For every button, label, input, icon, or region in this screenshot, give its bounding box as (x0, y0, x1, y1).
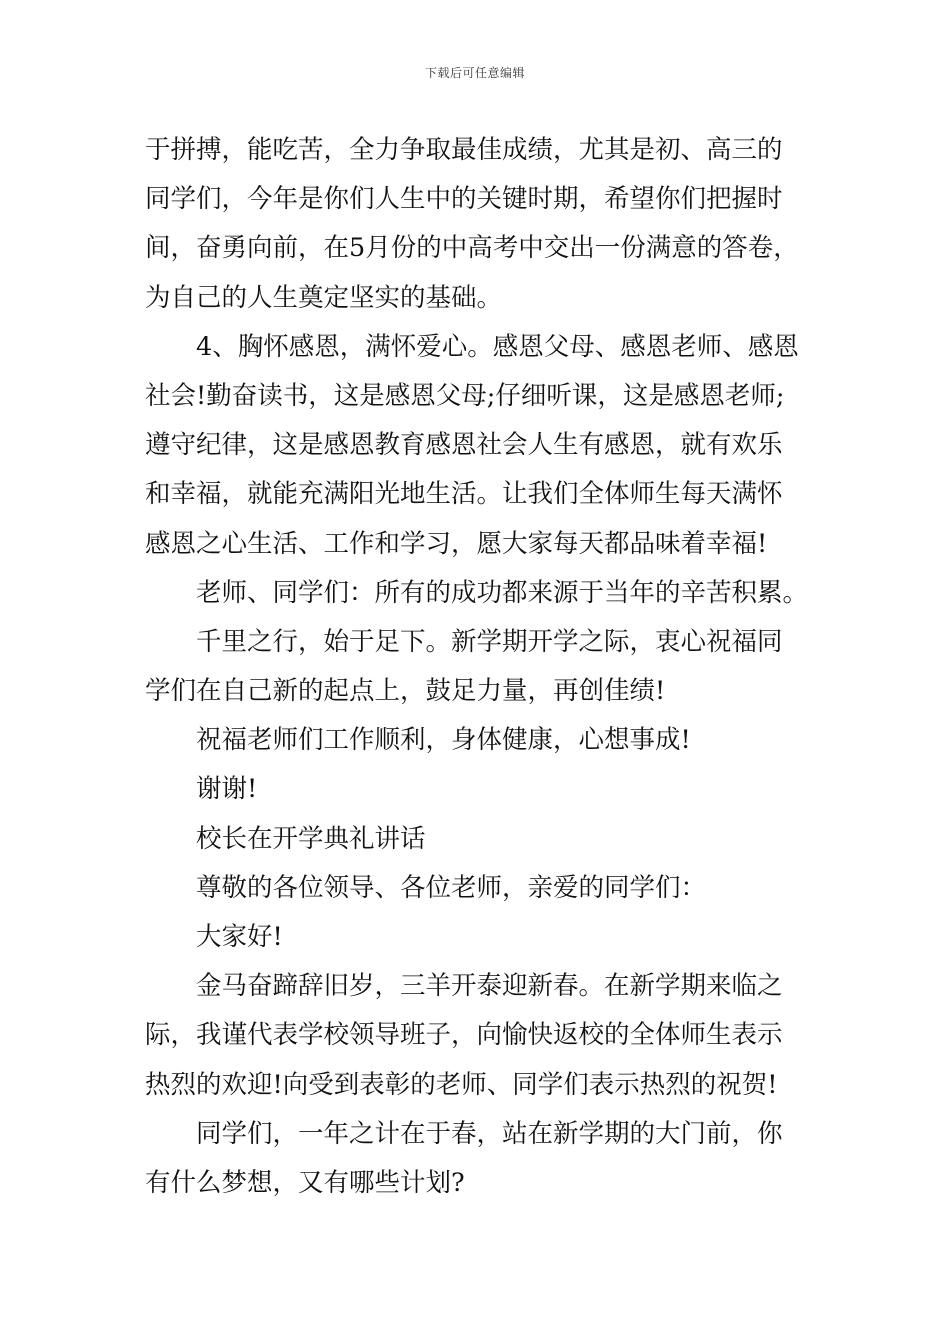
text-line: 同学们，今年是你们人生中的关键时期，希望你们把握时 (145, 184, 783, 215)
text-line: 际，我谨代表学校领导班子，向愉快返校的全体师生表示 (145, 1020, 783, 1051)
text-line: 金马奋蹄辞旧岁，三羊开泰迎新春。在新学期来临之 (196, 971, 783, 1002)
text-line: 祝福老师们工作顺利，身体健康，心想事成! (196, 725, 691, 756)
text-line: 感恩之心生活、工作和学习，愿大家每天都品味着幸福! (145, 528, 768, 559)
text-line: 校长在开学典礼讲话 (196, 823, 426, 854)
text-line: 学们在自己新的起点上，鼓足力量，再创佳绩! (145, 676, 666, 707)
text-line: 社会!勤奋读书，这是感恩父母;仔细听课，这是感恩老师; (145, 380, 785, 411)
text-line: 4、胸怀感恩，满怀爱心。感恩父母、感恩老师、感恩 (196, 331, 799, 362)
text-line: 有什么梦想，又有哪些计划? (145, 1167, 465, 1198)
text-line: 和幸福，就能充满阳光地生活。让我们全体师生每天满怀 (145, 479, 783, 510)
text-line: 尊敬的各位领导、各位老师，亲爱的同学们： (196, 872, 707, 903)
document-body (145, 126, 810, 1208)
text-line: 老师、同学们：所有的成功都来源于当年的辛苦积累。 (196, 577, 809, 608)
text-line: 谢谢! (196, 774, 258, 805)
text-line: 为自己的人生奠定坚实的基础。 (145, 282, 503, 313)
text-line: 间，奋勇向前，在5月份的中高考中交出一份满意的答卷， (145, 233, 799, 264)
text-line: 同学们，一年之计在于春，站在新学期的大门前，你 (196, 1118, 783, 1149)
text-line: 于拼搏，能吃苦，全力争取最佳成绩，尤其是初、高三的 (145, 135, 783, 165)
page-header: 下载后可任意编辑 (424, 66, 525, 80)
text-line: 千里之行，始于足下。新学期开学之际，衷心祝福同 (196, 626, 783, 657)
text-line: 热烈的欢迎!向受到表彰的老师、同学们表示热烈的祝贺! (145, 1069, 778, 1100)
text-line: 大家好! (196, 922, 283, 952)
text-line: 遵守纪律，这是感恩教育感恩社会人生有感恩，就有欢乐 (145, 430, 783, 461)
